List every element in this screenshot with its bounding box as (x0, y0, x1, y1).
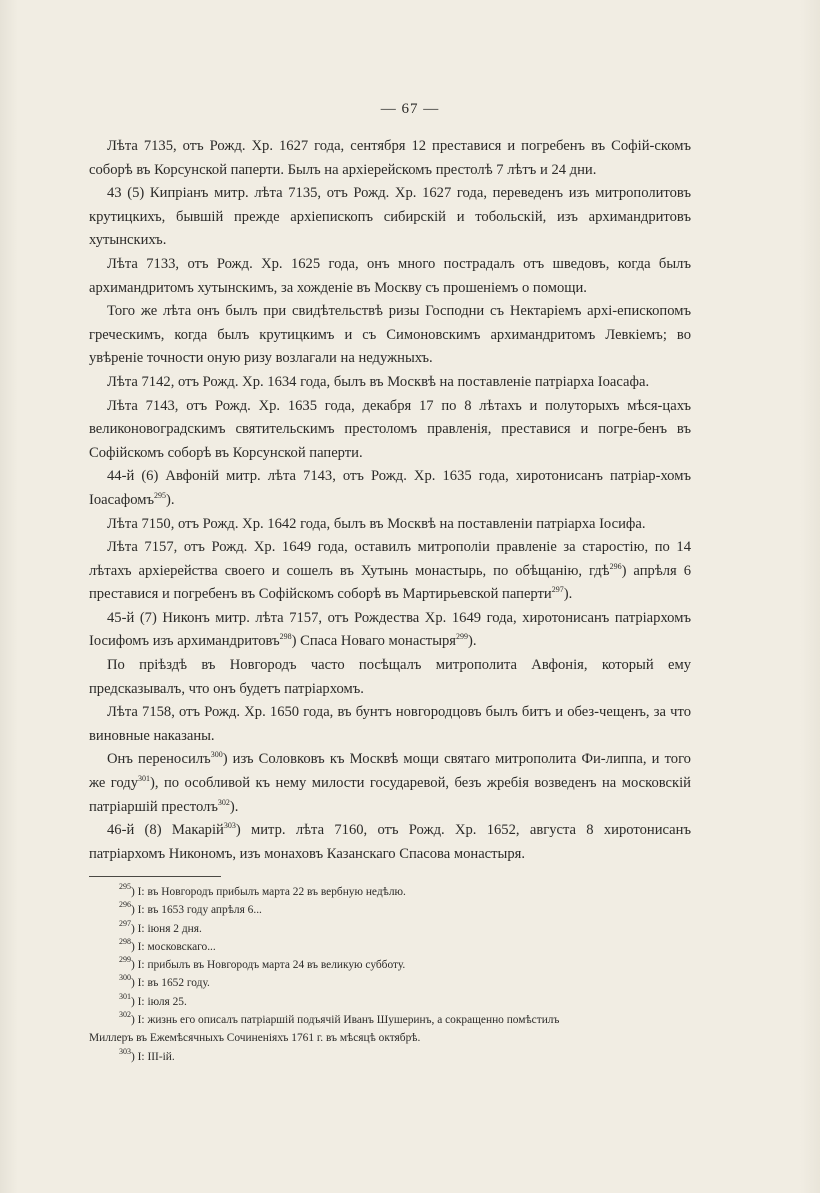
footnote-number: 299 (119, 955, 131, 965)
footnote-ref[interactable]: 303 (223, 821, 236, 831)
footnote-number: 301 (119, 991, 131, 1001)
paragraph-text: ) Спаса Новаго монастыря (291, 633, 457, 650)
paragraph-text: 45-й (7) Никонъ митр. лѣта 7157, отъ Рождества Хр. 1649 года, хиротонисанъ патріархомъ Іосифомъ изъ архимандритовъ (89, 609, 691, 650)
paragraph-text: 43 (5) Кипріанъ митр. лѣта 7135, отъ Рожд. Хр. 1627 года, переведенъ изъ митрополитовъ крутицкихъ, бывшій прежде архіепископъ сибирскій и тобольскій, изъ архимандритовъ хутынскихъ. (89, 185, 691, 249)
paragraph (89, 748, 691, 819)
paragraph (89, 536, 691, 607)
paragraph-text: ) изъ Соловковъ къ Москвѣ мощи святаго митрополита Фи-липпа, и того же году (89, 751, 691, 792)
paragraph-text: Лѣта 7157, отъ Рожд. Хр. 1649 года, оставилъ митрополіи правленіе за старостію, по 14 лѣтахъ архіерейства своего и сошелъ въ Хутынь монастырь, по обѣщанію, гдѣ (89, 539, 691, 579)
paragraph (89, 819, 691, 866)
footnote-number: 296 (119, 900, 131, 910)
paragraph-text: ) апрѣля 6 преставися и погребенъ въ Софійскомъ соборѣ въ Мартирьевской паперти (89, 562, 692, 603)
footnote-ref[interactable]: 297 (551, 585, 564, 595)
footnote-ref[interactable]: 296 (609, 561, 622, 571)
paragraph-text: 44-й (6) Авфоній митр. лѣта 7143, отъ Рожд. Хр. 1635 года, хиротонисанъ патріар-хомъ Іоасафомъ (89, 468, 691, 508)
paragraph (89, 701, 691, 748)
footnote-text: ) I: іюля 25. (131, 995, 187, 1008)
footnote (89, 883, 691, 901)
footnote-continuation: Миллеръ въ Ежемѣсячныхъ Сочиненіяхъ 1761 г. въ мѣсяцѣ октябрѣ. (89, 1032, 421, 1045)
paragraph-text: По пріѣздѣ въ Новгородъ часто посѣщалъ митрополита Авфонія, который ему предсказывалъ, что онъ будетъ патріархомъ. (89, 657, 691, 697)
paragraph (89, 300, 691, 371)
footnote-number: 297 (119, 918, 131, 928)
footnote (89, 1011, 691, 1029)
footnote-text: ) I: прибылъ въ Новгородъ марта 24 въ великую субботу. (131, 959, 406, 972)
footnote-text: ) I: московскаго... (131, 940, 216, 953)
footnote (89, 920, 691, 938)
footnote-divider (89, 876, 221, 877)
paragraph (89, 654, 691, 701)
footnote-text: ) I: въ Новгородъ прибылъ марта 22 въ вербную недѣлю. (131, 886, 406, 898)
paragraph (89, 135, 691, 182)
footnote (89, 938, 691, 956)
footnote-text: ) I: III-ій. (131, 1050, 175, 1063)
page-number: — 67 — (380, 101, 440, 117)
footnote-text: ) I: въ 1653 году апрѣля 6... (131, 904, 262, 917)
footnote-text: ) I: іюня 2 дня. (131, 922, 202, 935)
footnote-number: 298 (119, 936, 131, 946)
paragraph-text: Лѣта 7133, отъ Рожд. Хр. 1625 года, онъ много пострадалъ отъ шведовъ, когда былъ архимандритомъ хутынскимъ, за хожденіе въ Москву съ прошеніемъ о помощи. (89, 255, 691, 296)
paragraph-text: Того же лѣта онъ былъ при свидѣтельствѣ ризы Господни съ Нектаріемъ архі-епископомъ греческимъ, когда былъ крутицкимъ и съ Симоновскимъ архимандритомъ Левкіемъ; во увѣреніе точности оную ризу возлагали на недужныхъ. (89, 303, 691, 367)
footnote-ref[interactable]: 300 (210, 750, 223, 760)
paragraph-text: ). (229, 798, 239, 815)
paragraph-text: Лѣта 7158, отъ Рожд. Хр. 1650 года, въ бунтъ новгородцовъ былъ битъ и обез-чещенъ, за что виновные наказаны. (89, 704, 691, 744)
footnote-ref[interactable]: 295 (154, 490, 167, 500)
paragraph-text: Лѣта 7135, отъ Рожд. Хр. 1627 года, сентября 12 преставися и погребенъ въ Софій-скомъ соборѣ въ Корсунской паперти. Былъ на архіерейскомъ престолѣ 7 лѣтъ и 24 дни. (89, 138, 691, 178)
paragraph-text: Лѣта 7150, отъ Рожд. Хр. 1642 года, былъ въ Москвѣ на поставленіи патріарха Іосифа. (107, 515, 646, 532)
paragraph-text: Онъ переносилъ (107, 751, 211, 768)
footnote (89, 993, 691, 1011)
paragraph-text: ) митр. лѣта 7160, отъ Рожд. Хр. 1652, августа 8 хиротонисанъ патріархомъ Никономъ, изъ монаховъ Казанскаго Спасова монастыря. (89, 822, 691, 862)
paragraph (89, 607, 691, 654)
main-text (89, 135, 691, 866)
footnote-number: 295 (119, 882, 131, 891)
footnote-ref[interactable]: 298 (279, 632, 292, 642)
footnote (89, 901, 691, 919)
paragraph (89, 465, 691, 512)
paragraph (89, 182, 691, 253)
footnote-number: 302 (119, 1010, 131, 1020)
footnote-ref[interactable]: 301 (138, 774, 151, 784)
footnote-ref[interactable]: 302 (217, 797, 230, 807)
footnote-text: ) I: въ 1652 году. (131, 977, 210, 990)
paragraph-text: ). (563, 586, 573, 603)
footnote (89, 956, 691, 974)
footnote-text: ) I: жизнь его описалъ патріаршій подъячій Иванъ Шушеринъ, а сокращенно помѣстилъ (131, 1014, 560, 1027)
paragraph-text: ). (468, 633, 477, 650)
footnotes (89, 883, 691, 1066)
paragraph-text: Лѣта 7143, отъ Рожд. Хр. 1635 года, декабря 17 по 8 лѣтахъ и полуторыхъ мѣся-цахъ великоновоградскимъ святительскимъ престоломъ правленія, преставися и погре-бенъ въ Софійскомъ соборѣ въ Корсунской паперти. (89, 397, 691, 461)
paragraph (89, 513, 691, 537)
paragraph (89, 371, 691, 395)
paragraph-text: Лѣта 7142, отъ Рожд. Хр. 1634 года, былъ въ Москвѣ на поставленіе патріарха Іоасафа. (107, 373, 650, 390)
paragraph-text: ), по особливой къ нему милости государевой, безъ жребія возведенъ на московскій патріаршій престолъ (89, 775, 691, 815)
paragraph-text: 46-й (8) Макарій (107, 822, 224, 839)
footnote-number: 300 (119, 973, 131, 983)
footnote-number: 303 (119, 1046, 131, 1056)
paragraph-text: ). (166, 491, 175, 508)
footnote (89, 1048, 691, 1066)
paragraph (89, 395, 691, 466)
footnote (89, 974, 691, 992)
footnote-ref[interactable]: 299 (456, 632, 469, 642)
paragraph (89, 253, 691, 300)
